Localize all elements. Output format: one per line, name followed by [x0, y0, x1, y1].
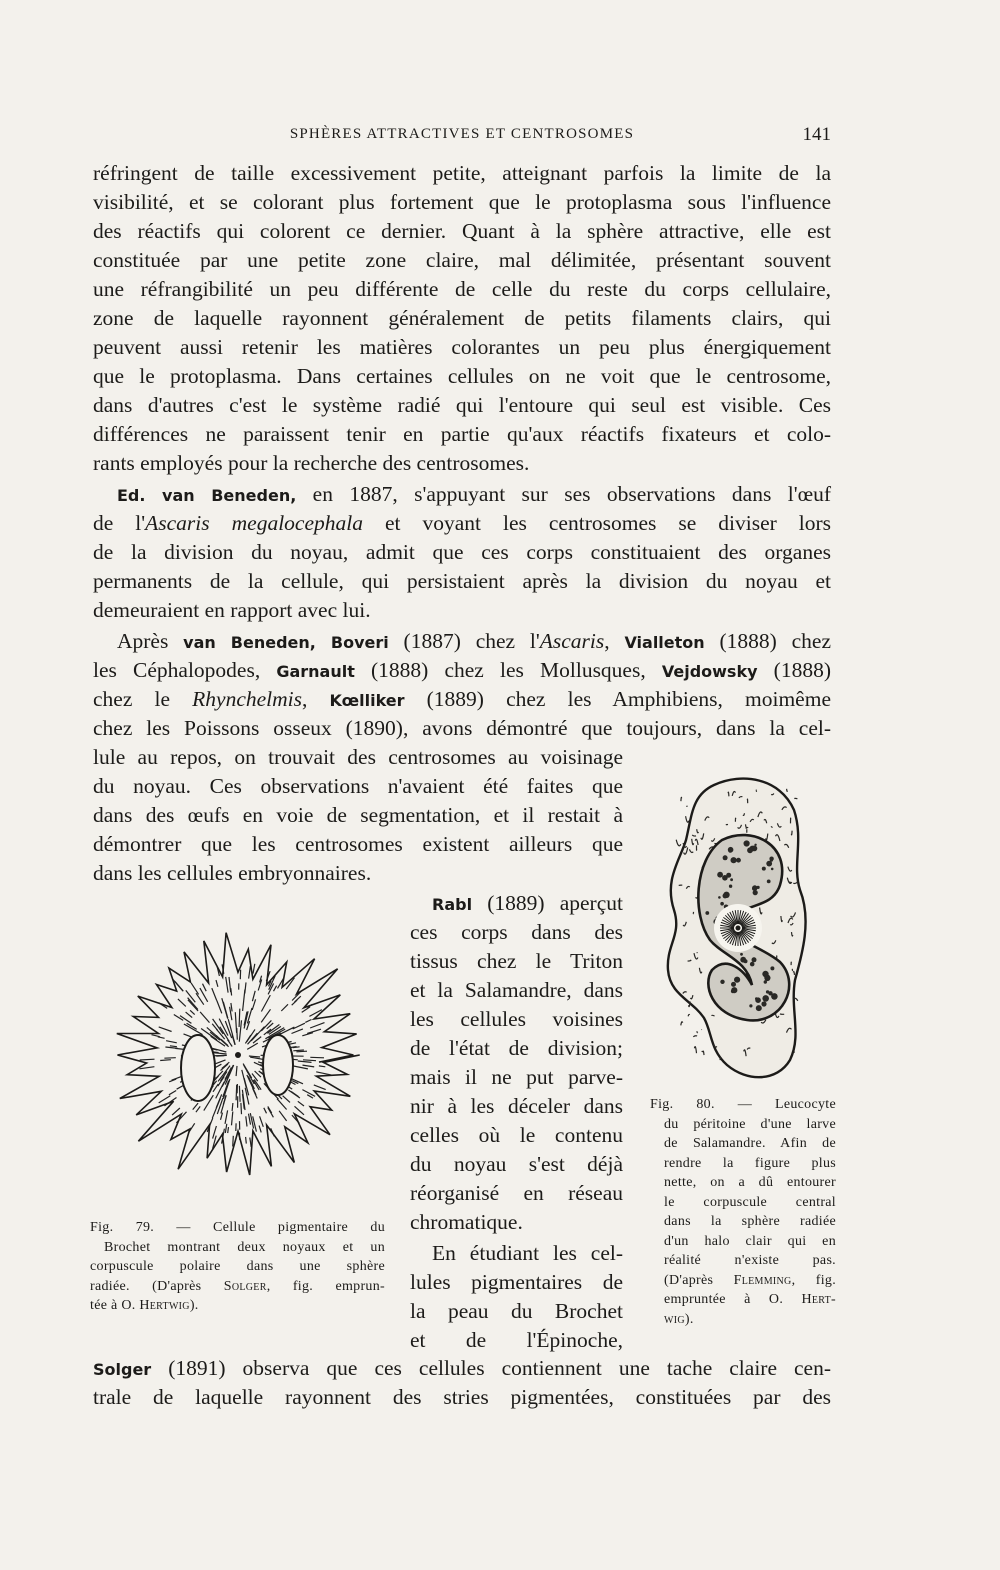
text-line: chez les Poissons osseux (1890), avons démontré que toujours, dans la cel-: [93, 716, 831, 740]
pigment-stria: [259, 1126, 261, 1133]
pigment-stria: [228, 1019, 232, 1035]
text-line: [93, 1354, 831, 1384]
pigment-stria: [293, 1050, 304, 1051]
pigment-stria: [159, 1027, 172, 1032]
pigment-stria: [139, 1067, 154, 1069]
pigment-stria: [250, 1138, 251, 1148]
caption-line: [90, 1296, 385, 1316]
text-span: (1891) observa que ces cellules contiennent une tache claire cen-: [151, 1356, 831, 1380]
chromatin-granule: [764, 980, 767, 983]
pigment-stria: [203, 984, 207, 992]
pigment-stria: [305, 1020, 311, 1023]
chromatin-granule: [757, 886, 760, 889]
chromatin-granule: [762, 971, 768, 977]
pigment-stria: [310, 1023, 324, 1028]
pigment-stria: [277, 1099, 287, 1110]
pigment-stria: [172, 1076, 182, 1080]
text-line: constituée par une petite zone claire, mal délimitée, présentant souvent: [93, 248, 831, 272]
text-span: (1889) chez les Amphibiens, moimême: [404, 687, 831, 711]
caption-line: [650, 1271, 836, 1291]
cytoplasm-granule: [676, 840, 681, 846]
pigment-stria: [293, 1066, 308, 1069]
pigment-stria: [279, 1111, 287, 1121]
pigment-stria: [292, 1029, 303, 1034]
author-name: Hert-: [801, 1292, 836, 1307]
text-span: les Céphalopodes,: [93, 658, 277, 682]
text-line: démontrer que les centrosomes existent ailleurs que: [93, 832, 623, 856]
pigment-stria: [235, 1012, 236, 1033]
pigment-stria: [152, 1035, 160, 1037]
pigment-stria: [239, 1086, 240, 1102]
text-span: (1889) aperçut: [472, 891, 623, 915]
pigment-stria: [216, 980, 218, 987]
chromatin-granule: [731, 857, 737, 863]
author-name: Solger: [223, 1278, 267, 1294]
pigment-stria: [172, 1108, 180, 1115]
author-name: Ed. van Beneden,: [117, 486, 297, 505]
chromatin-granule: [731, 987, 737, 993]
chromatin-granule: [762, 995, 769, 1002]
text-span: tée à O.: [90, 1298, 140, 1313]
pigment-stria: [196, 1106, 200, 1112]
pigment-stria: [249, 966, 251, 979]
caption-line: réalité n'existe pas.: [664, 1253, 836, 1268]
nucleus-right: [263, 1035, 293, 1095]
text-span: de l': [93, 511, 146, 535]
chromatin-granule: [744, 959, 748, 963]
text-line: demeuraient en rapport avec lui.: [93, 598, 371, 622]
text-line: la peau du Brochet: [410, 1299, 623, 1323]
text-line: visibilité, et se colorant plus fortement que le protoplasma sous l'influence: [93, 190, 831, 214]
pigment-stria: [261, 995, 270, 1011]
author-name: Vialleton: [624, 633, 705, 652]
chromatin-granule: [705, 911, 709, 915]
species-name: Ascaris: [539, 629, 605, 653]
species-name: Ascaris megalocephala: [145, 511, 363, 535]
chromatin-granule: [728, 847, 734, 853]
pigment-stria: [250, 1113, 253, 1128]
pigment-stria: [239, 1009, 240, 1027]
cytoplasm-granule: [686, 816, 689, 822]
pigment-stria: [253, 964, 255, 974]
figure-79-pigment-cell: [105, 925, 375, 1210]
pigment-stria: [140, 1059, 155, 1060]
pigment-stria: [247, 1043, 258, 1049]
pigment-stria: [247, 1008, 252, 1024]
author-name: Solger: [93, 1360, 152, 1379]
figure-80-caption: [650, 1095, 836, 1329]
pigment-stria: [186, 1012, 193, 1018]
pigment-stria: [298, 1101, 304, 1106]
pigment-stria: [274, 986, 277, 992]
author-name: wig: [664, 1311, 685, 1327]
pigment-stria: [319, 1066, 325, 1067]
pigment-stria: [169, 1091, 176, 1095]
figure-79-caption: [90, 1218, 385, 1316]
pigment-stria: [296, 1051, 307, 1052]
chromatin-granule: [771, 868, 774, 871]
page-header: [93, 126, 831, 152]
text-line: une réfrangibilité un peu différente de celle du reste du corps cellulaire,: [93, 277, 831, 301]
text-span: , fig.: [791, 1272, 836, 1288]
text-line: de la division du noyau, admit que ces corps constituaient des organes: [93, 540, 831, 564]
caption-line: Fig. 80. — Leucocyte: [650, 1097, 836, 1112]
text-line: [93, 509, 831, 537]
text-line: lules pigmentaires de: [410, 1270, 623, 1294]
text-span: chez le: [93, 687, 193, 711]
caption-line: [650, 1290, 836, 1310]
chromatin-granule: [750, 962, 755, 967]
nucleus-left: [181, 1035, 215, 1101]
pigment-stria: [307, 1029, 321, 1033]
chromatin-granule: [731, 982, 736, 987]
text-span: (D'après: [664, 1272, 734, 1288]
text-span: (1888) chez les Mollusques,: [354, 658, 662, 682]
pigment-stria: [229, 977, 231, 992]
species-name: Rhynchelmis: [192, 687, 302, 711]
text-line: du noyau. Ces observations n'avaient été faites que: [93, 774, 623, 798]
cytoplasm-granule: [688, 1014, 690, 1016]
pigment-stria: [170, 1046, 177, 1047]
pigment-stria: [232, 1103, 233, 1111]
pigment-stria: [212, 1048, 226, 1052]
chromatin-granule: [717, 872, 723, 878]
pigment-stria: [236, 1066, 237, 1076]
text-line: [117, 480, 831, 510]
pigment-stria: [228, 1127, 229, 1133]
caption-line: le corpuscule central: [664, 1194, 836, 1210]
text-line: des réactifs qui colorent ce dernier. Quant à la sphère attractive, elle est: [93, 219, 831, 243]
pigment-stria: [217, 1001, 222, 1014]
chromatin-granule: [726, 873, 731, 878]
caption-line: nette, on a dû entourer: [664, 1175, 836, 1190]
pigment-stria: [191, 983, 198, 994]
text-line: En étudiant les cel-: [432, 1241, 623, 1265]
text-line: dans des œufs en voie de segmentation, et il restait à: [93, 803, 623, 827]
pigment-stria: [295, 1106, 305, 1115]
text-line: dans les cellules embryonnaires.: [93, 861, 372, 885]
author-name: Kœlliker: [329, 691, 405, 710]
pigment-stria: [310, 1057, 324, 1058]
chromatin-granule: [734, 977, 740, 983]
text-line: les cellules voisines: [410, 1007, 623, 1031]
chromatin-granule: [720, 980, 724, 984]
pigment-stria: [241, 1103, 242, 1114]
pigment-stria: [188, 1000, 198, 1011]
pigment-stria: [222, 998, 228, 1019]
text-line: du noyau s'est déjà: [410, 1152, 623, 1176]
text-line: et la Salamandre, dans: [410, 978, 623, 1002]
chromatin-granule: [749, 1004, 752, 1007]
text-line: différences ne paraissent tenir en partie qu'aux réactifs fixateurs et colo-: [93, 422, 831, 446]
cytoplasm-granule: [681, 1022, 683, 1026]
pigment-stria: [200, 1012, 209, 1023]
pigment-stria: [298, 1061, 312, 1062]
cytoplasm-granule: [702, 1051, 704, 1052]
pigment-stria: [252, 991, 255, 1001]
text-span: Après: [117, 629, 184, 653]
pigment-stria: [193, 1103, 198, 1110]
chromatin-granule: [754, 844, 756, 846]
text-line: permanents de la cellule, qui persistaient après la division du noyau et: [93, 569, 831, 593]
text-line: lule au repos, on trouvait des centrosomes au voisinage: [93, 745, 623, 769]
text-line: de l'état de division;: [410, 1036, 623, 1060]
chromatin-granule: [744, 840, 750, 846]
pigment-stria: [160, 1060, 171, 1061]
text-line: [117, 627, 831, 657]
text-line: [93, 685, 831, 715]
pigment-stria: [213, 1053, 226, 1054]
cytoplasm-granule: [697, 1031, 698, 1032]
chromatin-granule: [753, 890, 758, 895]
pigment-stria: [227, 1065, 233, 1079]
text-line: trale de laquelle rayonnent des stries pigmentées, constituées par des: [93, 1385, 831, 1409]
pigment-stria: [166, 1041, 177, 1043]
pigment-stria: [303, 1060, 316, 1061]
chromatin-granule: [766, 861, 772, 867]
pigment-stria: [231, 1003, 232, 1011]
text-line: dans d'autres c'est le système radié qui l'entoure qui seul est visible. Ces: [93, 393, 831, 417]
author-name: Rabl: [432, 895, 473, 914]
pigment-stria: [196, 993, 204, 1005]
pigment-stria: [226, 977, 228, 993]
pigment-stria: [260, 1116, 264, 1127]
chromatin-granule: [762, 867, 766, 871]
page-number: 141: [802, 124, 831, 145]
text-span: ).: [189, 1298, 199, 1313]
polar-corpuscle: [235, 1052, 241, 1058]
chromatin-granule: [766, 990, 769, 993]
text-line: [432, 889, 623, 919]
pigment-stria: [314, 1085, 326, 1090]
text-span: et voyant les centrosomes se diviser lors: [363, 511, 832, 535]
cytoplasm-granule: [694, 1047, 696, 1054]
text-span: (1888): [757, 658, 831, 682]
author-name: Vejdowsky: [661, 662, 758, 681]
caption-line: dans la sphère radiée: [664, 1214, 836, 1229]
text-span: empruntée à O.: [664, 1292, 802, 1307]
pigment-stria: [316, 1072, 331, 1075]
chromatin-granule: [756, 1005, 762, 1011]
chromatin-granule: [723, 893, 728, 898]
caption-line: [650, 1310, 836, 1330]
pigment-stria: [178, 999, 186, 1007]
text-line: [93, 656, 831, 686]
text-line: que le protoplasma. Dans certaines cellules on ne voit que le centrosome,: [93, 364, 831, 388]
chromatin-granule: [755, 997, 758, 1000]
pigment-stria: [184, 1024, 203, 1035]
chromatin-granule: [718, 896, 721, 899]
running-title: SPHÈRES ATTRACTIVES ET CENTROSOMES: [289, 126, 635, 142]
pigment-stria: [246, 1116, 247, 1126]
text-span: ).: [684, 1311, 694, 1327]
caption-line: Brochet montrant deux noyaux et un: [104, 1239, 385, 1255]
pigment-stria: [233, 1136, 234, 1147]
pigment-stria: [261, 1009, 270, 1022]
pigment-stria: [221, 1113, 223, 1120]
chromatin-granule: [771, 993, 778, 1000]
chromatin-granule: [761, 1001, 766, 1006]
chromatin-granule: [740, 953, 743, 956]
caption-line: de Salamandre. Afin de: [664, 1136, 836, 1151]
pigment-stria: [283, 1096, 290, 1103]
cytoplasm-granule: [787, 789, 788, 792]
text-line: mais il ne put parve-: [410, 1065, 623, 1089]
caption-line: corpuscule polaire dans une sphère: [90, 1259, 385, 1274]
pigment-stria: [190, 1010, 195, 1014]
pigment-stria: [291, 1092, 298, 1097]
pigment-stria: [303, 1065, 315, 1067]
figure-80-leucocyte: [652, 770, 817, 1090]
text-span: radiée. (D'après: [90, 1278, 224, 1294]
text-line: et de l'Épinoche,: [410, 1328, 623, 1352]
author-name: Flemming: [733, 1272, 792, 1288]
pigment-stria: [159, 1096, 171, 1103]
pigment-stria: [165, 1047, 177, 1048]
text-line: réorganisé en réseau: [410, 1181, 623, 1205]
text-line: zone de laquelle rayonnent généralement de petits filaments clairs, qui: [93, 306, 831, 330]
chromatin-granule: [747, 847, 753, 853]
pigment-stria: [225, 1110, 228, 1124]
pigment-stria: [228, 1040, 233, 1047]
text-span: en 1887, s'appuyant sur ses observations dans l'œuf: [296, 482, 831, 506]
cytoplasm-granule: [681, 797, 682, 801]
cytoplasm-granule: [703, 1052, 704, 1056]
text-line: peuvent aussi retenir les matières colorantes un peu plus énergiquement: [93, 335, 831, 359]
pigment-stria: [164, 1058, 175, 1059]
pigment-stria: [264, 1108, 267, 1114]
pigment-stria: [293, 1023, 305, 1029]
pigment-stria: [281, 1004, 288, 1011]
caption-line: rendre la figure plus: [664, 1155, 836, 1171]
text-span: (1887) chez l': [388, 629, 540, 653]
text-span: ,: [302, 687, 330, 711]
chromatin-granule: [752, 957, 757, 962]
caption-line: du péritoine d'une larve: [664, 1116, 836, 1132]
chromatin-granule: [723, 855, 728, 860]
text-line: rants employés pour la recherche des centrosomes.: [93, 451, 530, 475]
text-line: chromatique.: [410, 1210, 523, 1234]
text-line: réfringent de taille excessivement petite, atteignant parfois la limite de la: [93, 161, 831, 185]
cytoplasm-granule: [791, 831, 792, 835]
caption-line: Fig. 79. — Cellule pigmentaire du: [90, 1220, 385, 1235]
pigment-stria: [212, 988, 217, 1000]
text-line: celles où le contenu: [410, 1123, 623, 1147]
author-name: Garnault: [276, 662, 355, 681]
pigment-stria: [225, 1124, 227, 1133]
chromatin-granule: [767, 880, 771, 884]
pigment-stria: [268, 1108, 274, 1118]
chromatin-granule: [769, 857, 773, 861]
chromatin-granule: [720, 902, 724, 906]
text-span: (1888) chez: [704, 629, 832, 653]
pigment-stria: [232, 1112, 233, 1126]
central-corpuscle: [736, 926, 741, 931]
text-line: ces corps dans des: [410, 920, 623, 944]
chromatin-granule: [729, 885, 732, 888]
chromatin-granule: [736, 858, 741, 863]
caption-line: [90, 1277, 385, 1297]
author-name: van Beneden, Boveri: [183, 633, 389, 652]
text-span: , fig. emprun-: [266, 1278, 385, 1294]
pigment-stria: [253, 1116, 257, 1131]
cytoplasm-granule: [693, 1036, 697, 1037]
text-line: nir à les déceler dans: [410, 1094, 623, 1118]
text-line: tissus chez le Triton: [410, 949, 623, 973]
chromatin-granule: [730, 878, 733, 881]
author-name: Hertwig: [139, 1298, 190, 1313]
caption-line: d'un halo clair qui en: [664, 1233, 836, 1249]
pigment-stria: [246, 1137, 247, 1144]
text-span: ,: [604, 629, 625, 653]
pigment-stria: [245, 982, 246, 993]
chromatin-granule: [770, 966, 774, 970]
